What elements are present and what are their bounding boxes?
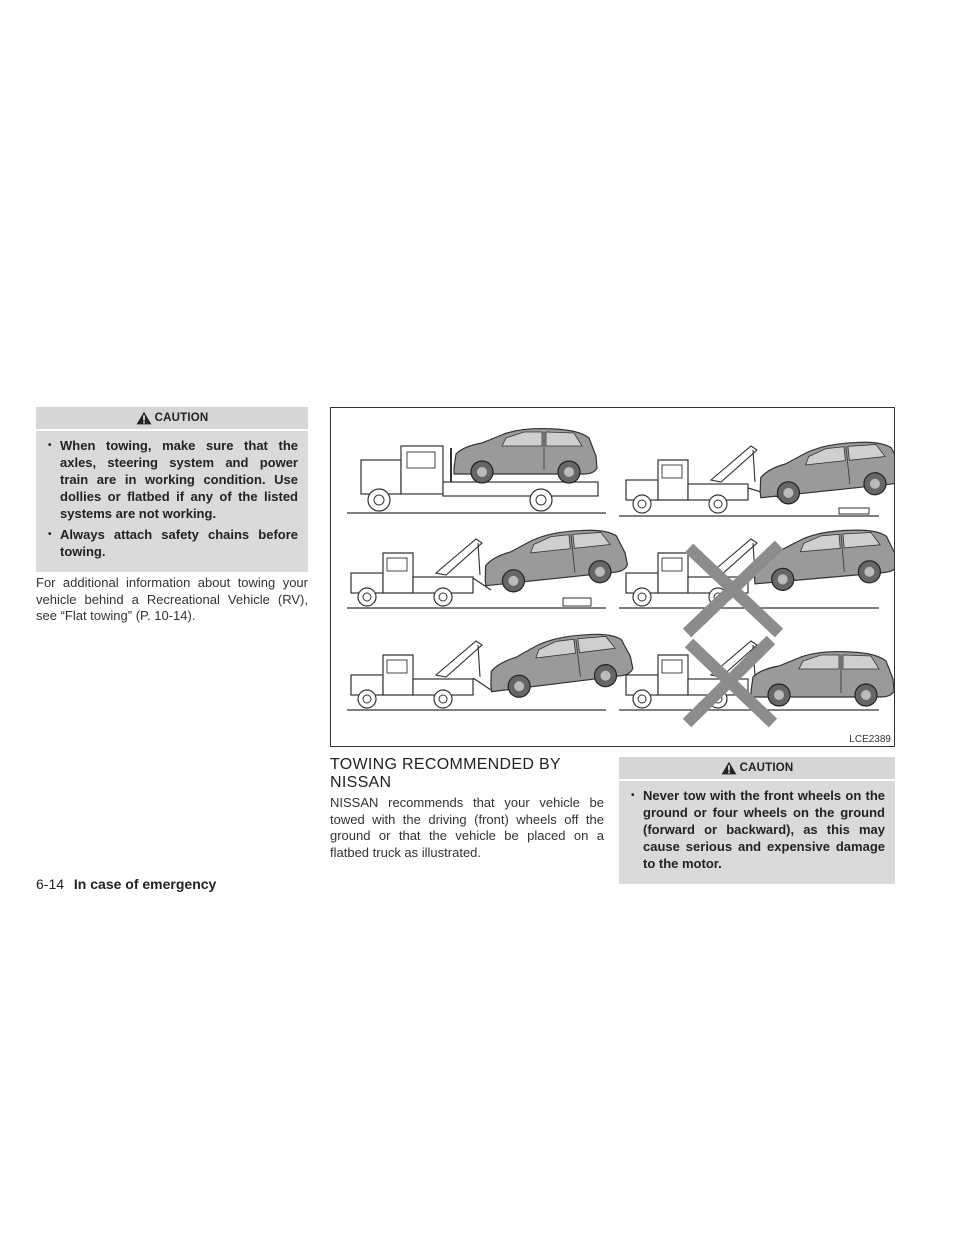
panel-flatbed: [347, 429, 606, 513]
caution-list: [619, 781, 895, 884]
page-number: 6-14: [36, 876, 65, 892]
warning-icon: [721, 761, 737, 775]
warning-icon: [136, 411, 152, 425]
page-footer: [36, 876, 216, 892]
section-title: TOWING RECOMMENDED BY NISSAN: [330, 756, 561, 791]
panel-prohibited-flat-tow: [619, 640, 894, 723]
caution-heading-text: CAUTION: [154, 412, 209, 424]
caution-item: • Always attach safety chains before towing.: [48, 526, 298, 560]
caution-item: • Never tow with the front wheels on the ground or four wheels on the ground (forward or backward), as this may cause serious and expensive damage to the motor.: [631, 787, 885, 872]
footer-section-title: In case of emergency: [73, 876, 217, 892]
panel-wheel-lift-dollies: [619, 438, 894, 516]
flat-towing-paragraph: For additional information about towing your vehicle behind a Recreational Vehicle (RV), see “Flat towing” (P. 10-14).: [36, 575, 308, 623]
panel-wheel-lift-front: [347, 629, 635, 710]
section-paragraph: NISSAN recommends that your vehicle be towed with the driving (front) wheels off the ground or that the vehicle be placed on a flatbed truck as illustrated.: [330, 795, 604, 860]
figure-code: LCE2389: [849, 734, 891, 745]
panel-prohibited-wheel-lift: [619, 526, 894, 633]
caution-heading: [619, 757, 895, 781]
caution-item: • When towing, make sure that the axles, steering system and power train are in working condition. Use dollies or flatbed if any of the listed systems are not working.: [48, 437, 298, 522]
caution-heading-text: CAUTION: [739, 762, 794, 774]
caution-box-left: [36, 407, 308, 572]
panel-wheel-lift-rear-dollies: [347, 526, 629, 608]
caution-heading: [36, 407, 308, 431]
towing-methods-illustration: [330, 407, 895, 747]
caution-box-right: [619, 757, 895, 884]
caution-list: [36, 431, 308, 572]
